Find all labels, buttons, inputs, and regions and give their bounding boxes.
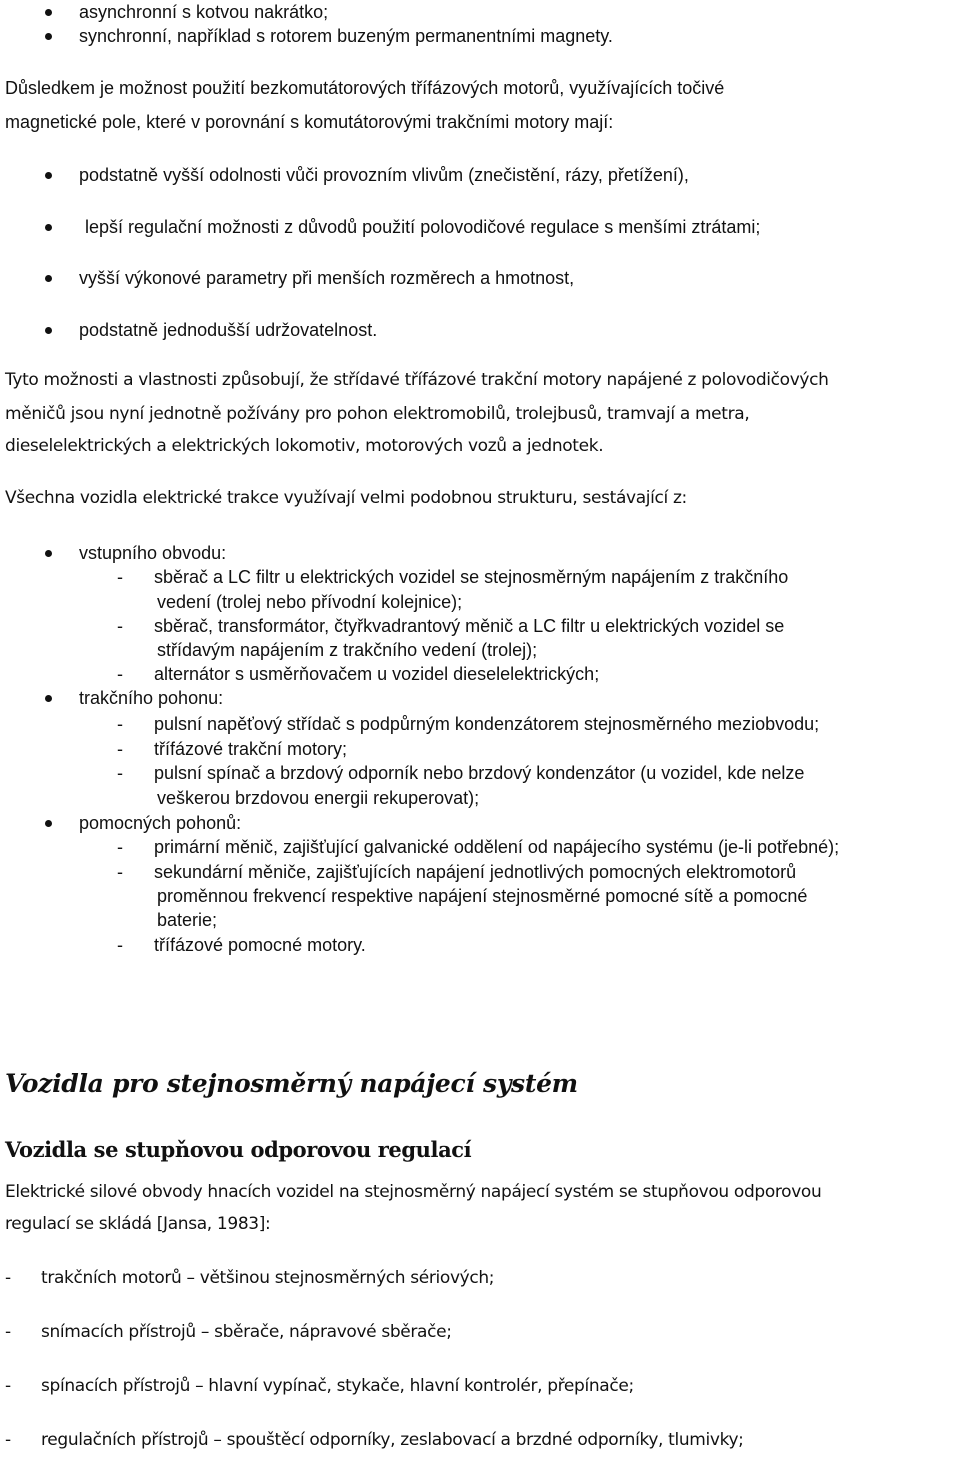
bullet-icon	[45, 550, 52, 557]
list-item: podstatně jednodušší udržovatelnost.	[79, 320, 378, 340]
bullet-icon	[45, 275, 52, 282]
subsection-heading: Vozidla se stupňovou odporovou regulací	[5, 1137, 472, 1162]
sublist-line: pulsní spínač a brzdový odporník nebo brzdový kondenzátor (u vozidel, kde nelze	[154, 763, 805, 783]
paragraph-line: magnetické pole, které v porovnání s komutátorovými trakčními motory mají:	[5, 112, 614, 132]
bullet-icon	[45, 224, 52, 231]
sublist-line: primární měnič, zajišťující galvanické oddělení od napájecího systému (je-li potřebné);	[154, 837, 840, 857]
list-item: spínacích přístrojů – hlavní vypínač, stykače, hlavní kontrolér, přepínače;	[41, 1376, 634, 1396]
list-item: regulačních přístrojů – spouštěcí odporníky, zeslabovací a brzdné odporníky, tlumivky;	[41, 1430, 744, 1450]
bullet-icon	[45, 695, 52, 702]
list-item: trakčních motorů – většinou stejnosměrných sériových;	[41, 1268, 495, 1288]
dash-marker: -	[5, 1268, 11, 1288]
paragraph-line: Důsledkem je možnost použití bezkomutátorových třífázových motorů, využívajících točivé	[5, 78, 725, 98]
dash-marker: -	[117, 664, 123, 684]
list-item: asynchronní s kotvou nakrátko;	[79, 2, 329, 22]
dash-marker: -	[117, 714, 123, 734]
structure-heading: pomocných pohonů:	[79, 813, 242, 833]
section-heading: Vozidla pro stejnosměrný napájecí systém	[5, 1069, 578, 1098]
sublist-line: sekundární měniče, zajišťujících napájení jednotlivých pomocných elektromotorů	[154, 862, 797, 882]
paragraph-line: dieselelektrických a elektrických lokomotiv, motorových vozů a jednotek.	[5, 436, 604, 456]
structure-heading: vstupního obvodu:	[79, 543, 227, 563]
dash-marker: -	[117, 567, 123, 587]
sublist-line: třífázové pomocné motory.	[154, 935, 366, 955]
list-item: lepší regulační možnosti z důvodů použití polovodičové regulace s menšími ztrátami;	[85, 217, 761, 237]
list-item: podstatně vyšší odolnosti vůči provozním vlivům (znečistění, rázy, přetížení),	[79, 165, 689, 185]
dash-marker: -	[117, 739, 123, 759]
list-item: vyšší výkonové parametry při menších rozměrech a hmotnost,	[79, 268, 575, 288]
bullet-icon	[45, 9, 52, 16]
paragraph-line: Tyto možnosti a vlastnosti způsobují, že střídavé třífázové trakční motory napájené z polovodičových	[5, 370, 829, 390]
sublist-line: sběrač, transformátor, čtyřkvadrantový měnič a LC filtr u elektrických vozidel se	[154, 616, 785, 636]
sublist-line: veškerou brzdovou energii rekuperovat);	[157, 788, 480, 808]
dash-marker: -	[117, 837, 123, 857]
dash-marker: -	[117, 935, 123, 955]
bullet-icon	[45, 172, 52, 179]
paragraph-line: Všechna vozidla elektrické trakce využívají velmi podobnou strukturu, sestávající z:	[5, 488, 687, 508]
sublist-line: střídavým napájením z trakčního vedení (trolej);	[157, 640, 538, 660]
bullet-icon	[45, 327, 52, 334]
dash-marker: -	[117, 616, 123, 636]
sublist-line: baterie;	[157, 910, 218, 930]
sublist-line: pulsní napěťový střídač s podpůrným kondenzátorem stejnosměrného meziobvodu;	[154, 714, 820, 734]
paragraph-line: Elektrické silové obvody hnacích vozidel na stejnosměrný napájecí systém se stupňovou odporovou	[5, 1182, 822, 1202]
paragraph-line: měničů jsou nyní jednotně požívány pro pohon elektromobilů, trolejbusů, tramvají a metra,	[5, 404, 750, 424]
dash-marker: -	[5, 1430, 11, 1450]
bullet-icon	[45, 820, 52, 827]
sublist-line: proměnnou frekvencí respektive napájení stejnosměrné pomocné sítě a pomocné	[157, 886, 808, 906]
dash-marker: -	[117, 862, 123, 882]
dash-marker: -	[5, 1376, 11, 1396]
structure-heading: trakčního pohonu:	[79, 688, 224, 708]
dash-marker: -	[117, 763, 123, 783]
sublist-line: sběrač a LC filtr u elektrických vozidel se stejnosměrným napájením z trakčního	[154, 567, 789, 587]
list-item: snímacích přístrojů – sběrače, nápravové sběrače;	[41, 1322, 452, 1342]
paragraph-line: regulací se skládá [Jansa, 1983]:	[5, 1214, 271, 1234]
dash-marker: -	[5, 1322, 11, 1342]
sublist-line: vedení (trolej nebo přívodní kolejnice);	[157, 592, 463, 612]
list-item: synchronní, například s rotorem buzeným permanentními magnety.	[79, 26, 613, 46]
bullet-icon	[45, 33, 52, 40]
sublist-line: třífázové trakční motory;	[154, 739, 348, 759]
sublist-line: alternátor s usměrňovačem u vozidel dieselelektrických;	[154, 664, 600, 684]
